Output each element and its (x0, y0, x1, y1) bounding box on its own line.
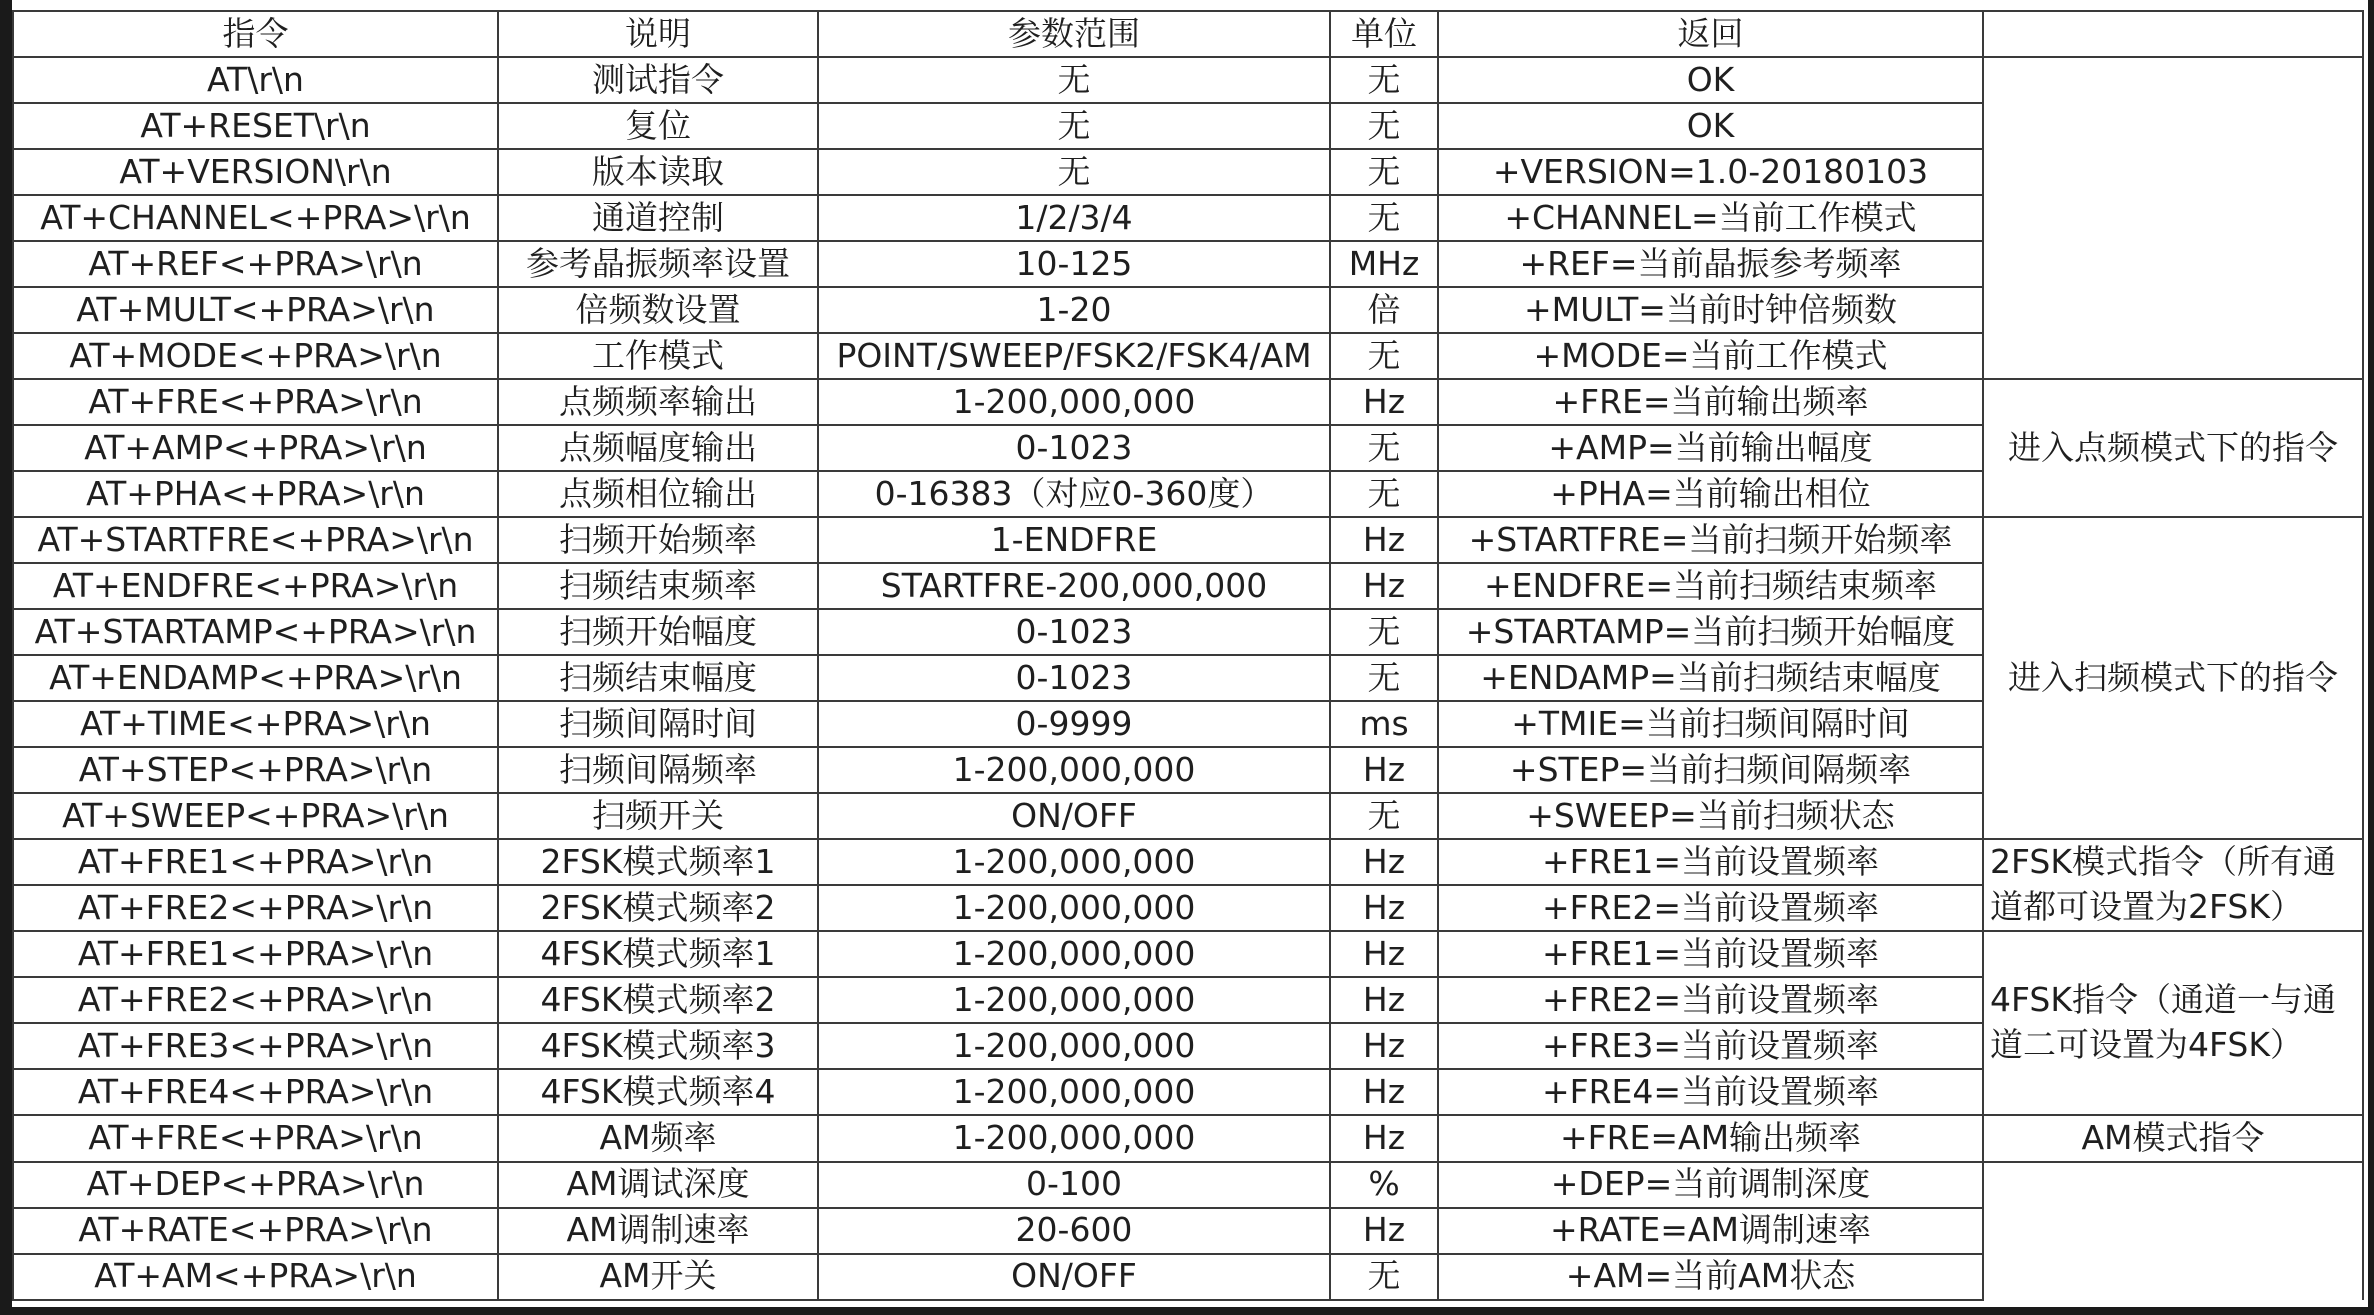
cell-returns: +RATE=AM调制速率 (1438, 1208, 1983, 1254)
cell-range: 0-9999 (818, 701, 1330, 747)
cell-command: AT+CHANNEL<+PRA>\r\n (13, 195, 498, 241)
cell-returns: +DEP=当前调制深度 (1438, 1162, 1983, 1208)
cell-command: AT+FRE<+PRA>\r\n (13, 1115, 498, 1162)
cell-returns: +AMP=当前输出幅度 (1438, 425, 1983, 471)
table-row (13, 839, 2363, 885)
cell-unit: Hz (1330, 379, 1438, 425)
cell-unit: Hz (1330, 839, 1438, 885)
cell-returns: +AM=当前AM状态 (1438, 1254, 1983, 1300)
cell-range: 1-200,000,000 (818, 885, 1330, 931)
cell-unit: ms (1330, 701, 1438, 747)
cell-command: AT\r\n (13, 57, 498, 103)
cell-command: AT+REF<+PRA>\r\n (13, 241, 498, 287)
table-row (13, 149, 2363, 195)
note-point-mode: 进入点频模式下的指令 (1983, 379, 2363, 517)
cell-description: 工作模式 (498, 333, 818, 379)
cell-command: AT+FRE1<+PRA>\r\n (13, 931, 498, 977)
table-row (13, 103, 2363, 149)
cell-note-empty (1983, 333, 2363, 379)
cell-range: 1/2/3/4 (818, 195, 1330, 241)
cell-range: 1-ENDFRE (818, 517, 1330, 563)
cell-command: AT+TIME<+PRA>\r\n (13, 701, 498, 747)
right-edge-border (2368, 0, 2374, 1315)
cell-unit: Hz (1330, 1208, 1438, 1254)
at-command-table (12, 10, 2364, 1301)
cell-unit: Hz (1330, 563, 1438, 609)
cell-description: 4FSK模式频率4 (498, 1069, 818, 1115)
cell-returns: +FRE4=当前设置频率 (1438, 1069, 1983, 1115)
cell-range: 1-200,000,000 (818, 931, 1330, 977)
cell-description: 点频频率输出 (498, 379, 818, 425)
cell-command: AT+FRE2<+PRA>\r\n (13, 977, 498, 1023)
cell-unit: 无 (1330, 1254, 1438, 1300)
cell-range: 1-200,000,000 (818, 977, 1330, 1023)
cell-returns: +FRE2=当前设置频率 (1438, 885, 1983, 931)
cell-description: 扫频结束幅度 (498, 655, 818, 701)
cell-description: 点频幅度输出 (498, 425, 818, 471)
cell-description: 2FSK模式频率2 (498, 885, 818, 931)
header-unit: 单位 (1330, 11, 1438, 57)
cell-range: 无 (818, 57, 1330, 103)
header-row (13, 11, 2363, 57)
cell-description: 通道控制 (498, 195, 818, 241)
cell-description: 4FSK模式频率3 (498, 1023, 818, 1069)
cell-range: 无 (818, 103, 1330, 149)
note-am-mode: AM模式指令 (1983, 1115, 2363, 1162)
cell-command: AT+STEP<+PRA>\r\n (13, 747, 498, 793)
cell-returns: +FRE1=当前设置频率 (1438, 931, 1983, 977)
table-row (13, 1115, 2363, 1162)
cell-returns: +STEP=当前扫频间隔频率 (1438, 747, 1983, 793)
cell-unit: Hz (1330, 931, 1438, 977)
cell-note-empty (1983, 1254, 2363, 1300)
cell-command: AT+MODE<+PRA>\r\n (13, 333, 498, 379)
cell-returns: +ENDAMP=当前扫频结束幅度 (1438, 655, 1983, 701)
cell-range: 1-20 (818, 287, 1330, 333)
cell-returns: +MULT=当前时钟倍频数 (1438, 287, 1983, 333)
cell-unit: 无 (1330, 609, 1438, 655)
cell-description: AM频率 (498, 1115, 818, 1162)
cell-returns: +FRE=当前输出频率 (1438, 379, 1983, 425)
cell-command: AT+FRE4<+PRA>\r\n (13, 1069, 498, 1115)
cell-range: 1-200,000,000 (818, 1069, 1330, 1115)
table-row (13, 241, 2363, 287)
note-4fsk-mode: 4FSK指令（通道一与通道二可设置为4FSK） (1983, 931, 2363, 1115)
cell-description: 4FSK模式频率1 (498, 931, 818, 977)
cell-command: AT+FRE1<+PRA>\r\n (13, 839, 498, 885)
cell-range: 0-16383（对应0-360度） (818, 471, 1330, 517)
cell-command: AT+RATE<+PRA>\r\n (13, 1208, 498, 1254)
cell-description: 版本读取 (498, 149, 818, 195)
cell-description: AM调制速率 (498, 1208, 818, 1254)
cell-unit: Hz (1330, 1023, 1438, 1069)
cell-range: 无 (818, 149, 1330, 195)
cell-note-empty (1983, 1208, 2363, 1254)
cell-unit: Hz (1330, 747, 1438, 793)
cell-range: 0-1023 (818, 655, 1330, 701)
cell-returns: OK (1438, 57, 1983, 103)
header-command: 指令 (13, 11, 498, 57)
cell-unit: 无 (1330, 57, 1438, 103)
cell-note-empty (1983, 1162, 2363, 1208)
cell-description: 测试指令 (498, 57, 818, 103)
cell-note-empty (1983, 287, 2363, 333)
header-returns: 返回 (1438, 11, 1983, 57)
cell-unit: 倍 (1330, 287, 1438, 333)
cell-range: 0-1023 (818, 425, 1330, 471)
note-2fsk-mode: 2FSK模式指令（所有通道都可设置为2FSK） (1983, 839, 2363, 931)
cell-returns: +STARTAMP=当前扫频开始幅度 (1438, 609, 1983, 655)
cell-note-empty (1983, 241, 2363, 287)
cell-returns: +TMIE=当前扫频间隔时间 (1438, 701, 1983, 747)
cell-unit: 无 (1330, 425, 1438, 471)
cell-command: AT+FRE3<+PRA>\r\n (13, 1023, 498, 1069)
table-row (13, 1208, 2363, 1254)
cell-range: 1-200,000,000 (818, 379, 1330, 425)
cell-range: ON/OFF (818, 793, 1330, 839)
cell-note-empty (1983, 103, 2363, 149)
table-row (13, 517, 2363, 563)
cell-range: 1-200,000,000 (818, 839, 1330, 885)
cell-command: AT+AMP<+PRA>\r\n (13, 425, 498, 471)
cell-command: AT+FRE2<+PRA>\r\n (13, 885, 498, 931)
cell-range: POINT/SWEEP/FSK2/FSK4/AM (818, 333, 1330, 379)
cell-range: 1-200,000,000 (818, 1115, 1330, 1162)
cell-description: 扫频开关 (498, 793, 818, 839)
cell-returns: +STARTFRE=当前扫频开始频率 (1438, 517, 1983, 563)
cell-note-empty (1983, 149, 2363, 195)
cell-returns: +SWEEP=当前扫频状态 (1438, 793, 1983, 839)
cell-unit: 无 (1330, 195, 1438, 241)
cell-unit: Hz (1330, 517, 1438, 563)
cell-description: 扫频开始幅度 (498, 609, 818, 655)
cell-command: AT+PHA<+PRA>\r\n (13, 471, 498, 517)
cell-unit: 无 (1330, 471, 1438, 517)
cell-unit: Hz (1330, 1069, 1438, 1115)
cell-returns: +CHANNEL=当前工作模式 (1438, 195, 1983, 241)
cell-unit: Hz (1330, 885, 1438, 931)
cell-range: 1-200,000,000 (818, 747, 1330, 793)
cell-command: AT+STARTFRE<+PRA>\r\n (13, 517, 498, 563)
cell-command: AT+ENDAMP<+PRA>\r\n (13, 655, 498, 701)
cell-command: AT+STARTAMP<+PRA>\r\n (13, 609, 498, 655)
cell-unit: 无 (1330, 333, 1438, 379)
bottom-edge-border (0, 1307, 2374, 1315)
cell-command: AT+AM<+PRA>\r\n (13, 1254, 498, 1300)
cell-unit: MHz (1330, 241, 1438, 287)
cell-returns: +MODE=当前工作模式 (1438, 333, 1983, 379)
cell-returns: +FRE3=当前设置频率 (1438, 1023, 1983, 1069)
cell-returns: +FRE2=当前设置频率 (1438, 977, 1983, 1023)
cell-unit: 无 (1330, 793, 1438, 839)
left-edge-border (0, 0, 12, 1315)
cell-unit: 无 (1330, 149, 1438, 195)
header-range: 参数范围 (818, 11, 1330, 57)
cell-description: 扫频间隔时间 (498, 701, 818, 747)
cell-range: 10-125 (818, 241, 1330, 287)
table-row (13, 1162, 2363, 1208)
cell-returns: OK (1438, 103, 1983, 149)
cell-returns: +FRE1=当前设置频率 (1438, 839, 1983, 885)
table-row (13, 931, 2363, 977)
cell-returns: +FRE=AM输出频率 (1438, 1115, 1983, 1162)
cell-description: 2FSK模式频率1 (498, 839, 818, 885)
cell-description: 倍频数设置 (498, 287, 818, 333)
table-row (13, 1254, 2363, 1300)
cell-range: 1-200,000,000 (818, 1023, 1330, 1069)
cell-description: 扫频开始频率 (498, 517, 818, 563)
header-notes (1983, 11, 2363, 57)
cell-description: 扫频结束频率 (498, 563, 818, 609)
cell-unit: Hz (1330, 1115, 1438, 1162)
cell-command: AT+DEP<+PRA>\r\n (13, 1162, 498, 1208)
cell-description: 点频相位输出 (498, 471, 818, 517)
table-row (13, 195, 2363, 241)
header-description: 说明 (498, 11, 818, 57)
cell-command: AT+VERSION\r\n (13, 149, 498, 195)
cell-description: 扫频间隔频率 (498, 747, 818, 793)
cell-description: AM开关 (498, 1254, 818, 1300)
cell-returns: +ENDFRE=当前扫频结束频率 (1438, 563, 1983, 609)
cell-command: AT+FRE<+PRA>\r\n (13, 379, 498, 425)
cell-returns: +PHA=当前输出相位 (1438, 471, 1983, 517)
cell-note-empty (1983, 57, 2363, 103)
cell-range: STARTFRE-200,000,000 (818, 563, 1330, 609)
cell-description: 复位 (498, 103, 818, 149)
table-row (13, 287, 2363, 333)
cell-command: AT+RESET\r\n (13, 103, 498, 149)
table-row (13, 333, 2363, 379)
cell-unit: % (1330, 1162, 1438, 1208)
note-sweep-mode: 进入扫频模式下的指令 (1983, 517, 2363, 839)
table-row (13, 57, 2363, 103)
cell-returns: +REF=当前晶振参考频率 (1438, 241, 1983, 287)
cell-command: AT+MULT<+PRA>\r\n (13, 287, 498, 333)
cell-note-empty (1983, 195, 2363, 241)
cell-description: 4FSK模式频率2 (498, 977, 818, 1023)
cell-command: AT+ENDFRE<+PRA>\r\n (13, 563, 498, 609)
cell-range: 0-100 (818, 1162, 1330, 1208)
cell-range: 20-600 (818, 1208, 1330, 1254)
cell-command: AT+SWEEP<+PRA>\r\n (13, 793, 498, 839)
cell-returns: +VERSION=1.0-20180103 (1438, 149, 1983, 195)
cell-unit: 无 (1330, 655, 1438, 701)
table-row (13, 379, 2363, 425)
cell-description: AM调试深度 (498, 1162, 818, 1208)
cell-range: ON/OFF (818, 1254, 1330, 1300)
cell-description: 参考晶振频率设置 (498, 241, 818, 287)
cell-range: 0-1023 (818, 609, 1330, 655)
cell-unit: Hz (1330, 977, 1438, 1023)
cell-unit: 无 (1330, 103, 1438, 149)
